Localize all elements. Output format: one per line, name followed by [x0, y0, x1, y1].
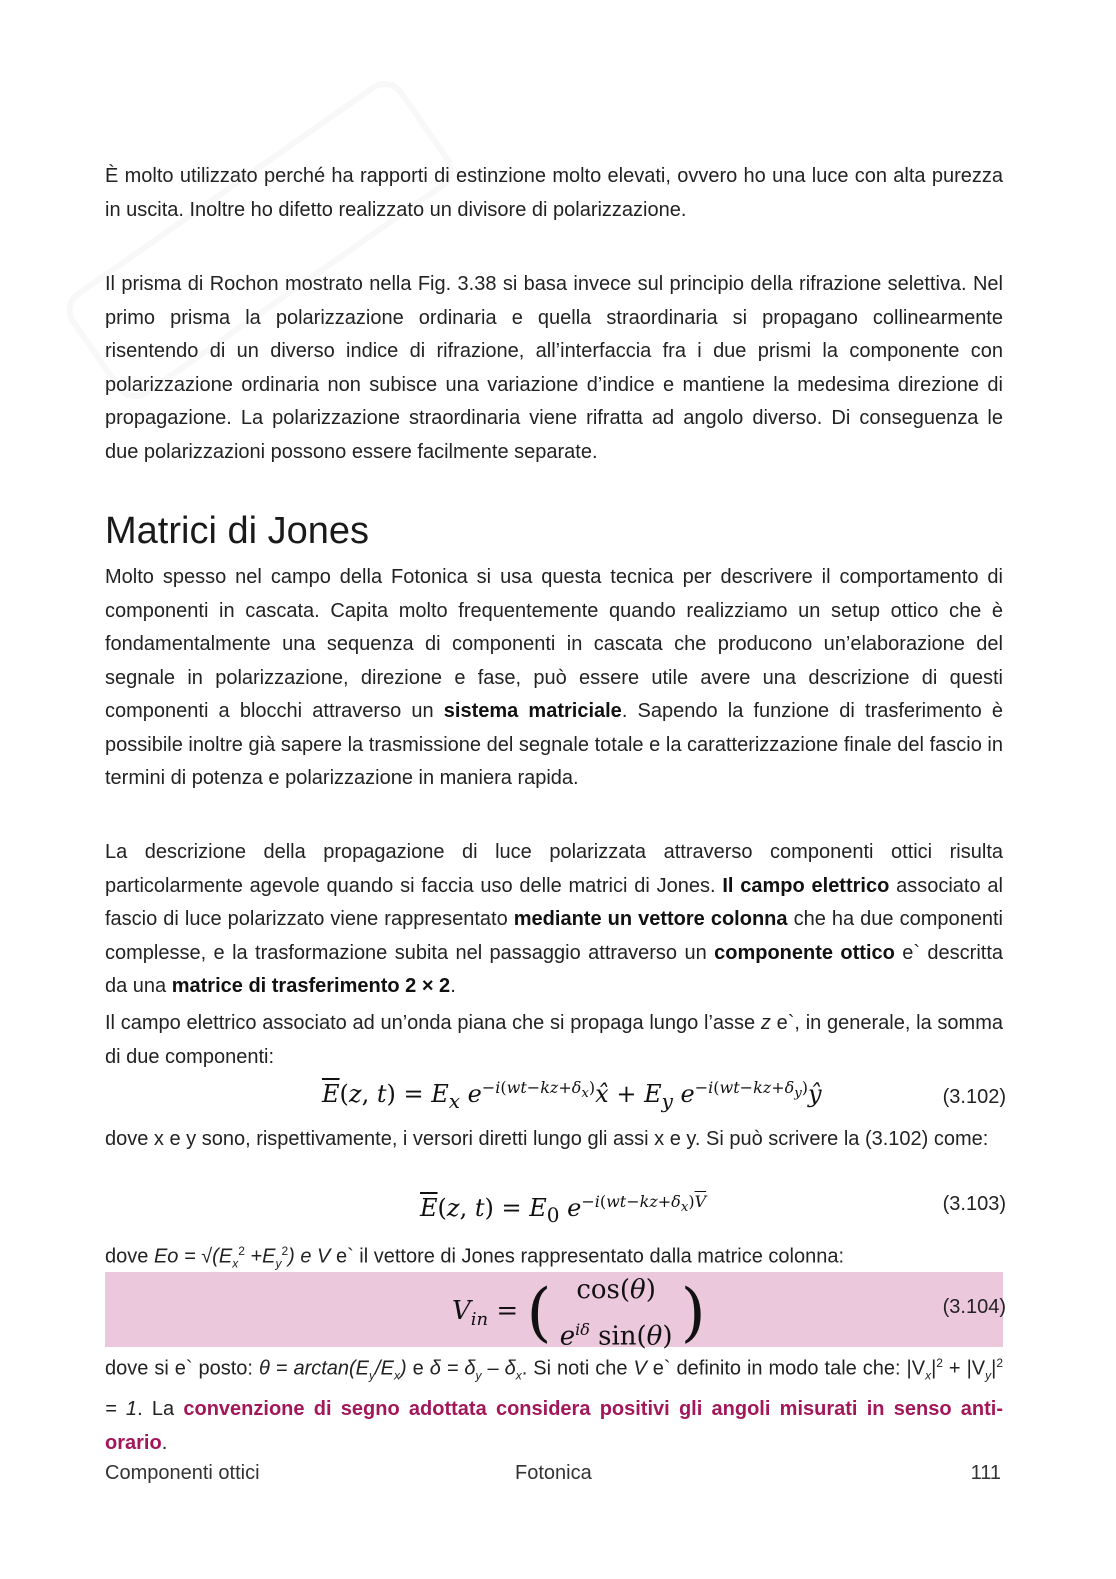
paragraph-intro: È molto utilizzato perché ha rapporti di estinzione molto elevati, ovvero ho una luce con alta purezza in uscita. Inoltre ho difetto realizzato un divisore di polarizzazione. [105, 165, 1003, 221]
equation-number: (3.103) [942, 1193, 1006, 1215]
paragraph-rochon: Il prisma di Rochon mostrato nella Fig. 3.38 si basa invece sul principio della rifrazione selettiva. Nel primo prisma la polarizzazione ordinaria e quella straordinaria si propagano collinearmente risentendo di un diverso indice di rifrazione, all’interfaccia fra i due prismi la componente con polarizzazione ordinaria non subisce una variazione d’indice e mantiene la medesima direzione di propagazione. La polarizzazione straordinaria viene rifratta ad angolo diverso. Di conseguenza le due polarizzazioni possono essere facilmente separate. [105, 273, 1003, 463]
paragraph-convention: dove si e` posto: $\theta = \arctan(E_y/E_x)$ e $\delta = \delta_y - \delta_x$. Si noti che V e` definito in modo tale che: $|V_x|^2 + |V_y|^2 = 1$. La convenzione di segno adottata considera positivi gli angoli misurati in senso anti-orario. [105, 1356, 1004, 1454]
equation-number: (3.102) [942, 1086, 1006, 1108]
section-heading: Matrici di Jones [105, 510, 369, 552]
equation-3-102: $\overline{E}(z$, $t) = E_x$ $e^{-i(wt-kz+\delta_x)}x̂ + E_y$ $e^{-i(wt-kz+\delta_y)}ŷ$ [322, 1078, 822, 1113]
footer-chapter: Componenti ottici [105, 1462, 260, 1484]
paragraph-field: Il campo elettrico associato ad un’onda piana che si propaga lungo l’asse z e`, in generale, la somma di due componenti: [105, 1012, 1003, 1068]
paragraph-jones-vector: dove $Eo = √(E_x^2 +E_y^2)$ e V e` il vettore di Jones rappresentato dalla matrice colonna: [105, 1244, 845, 1271]
equation-3-103: $\overline{E}(z$, $t) = E_0$ $e^{-i(wt-kz+\delta_x)\overline{V}}$ [420, 1192, 707, 1227]
equation-number: (3.104) [942, 1296, 1006, 1318]
footer-book-title: Fotonica [515, 1462, 592, 1484]
page-number: 111 [970, 1462, 1001, 1484]
equation-3-104: $V_{in}$ = ( cos(θ) $e^{i\delta}$ sin(θ) ) [452, 1275, 706, 1352]
paragraph-description: La descrizione della propagazione di luce polarizzata attraverso componenti ottici risulta particolarmente agevole quando si faccia uso delle matrici di Jones. Il campo elettrico associato al fascio di luce polarizzato viene rappresentato mediante un vettore colonna che ha due componenti complesse, e la trasformazione subita nel passaggio attraverso un componente ottico e` descritta da una matrice di trasferimento 2 × 2. [105, 841, 1004, 997]
paragraph-versori: dove x e y sono, rispettivamente, i versori diretti lungo gli assi x e y. Si può scrivere la (3.102) come: [105, 1128, 989, 1150]
bold-term: sistema matriciale [443, 700, 622, 722]
sign-convention-highlight: convenzione di segno adottata considera positivi gli angoli misurati in senso anti-orario [105, 1398, 1004, 1454]
paragraph-jones-intro: Molto spesso nel campo della Fotonica si usa questa tecnica per descrivere il comportamento di componenti in cascata. Capita molto frequentemente quando realizziamo un setup ottico che è fondamentalmente una sequenza di componenti in cascata che producono un’elaborazione del segnale in polarizzazione, direzione e fase, può essere utile avere una descrizione di questi componenti a blocchi attraverso un sistema matriciale. Sapendo la funzione di trasferimento è possibile inoltre già sapere la trasmissione del segnale totale e la caratterizzazione finale del fascio in termini di potenza e polarizzazione in maniera rapida. [105, 566, 1003, 789]
